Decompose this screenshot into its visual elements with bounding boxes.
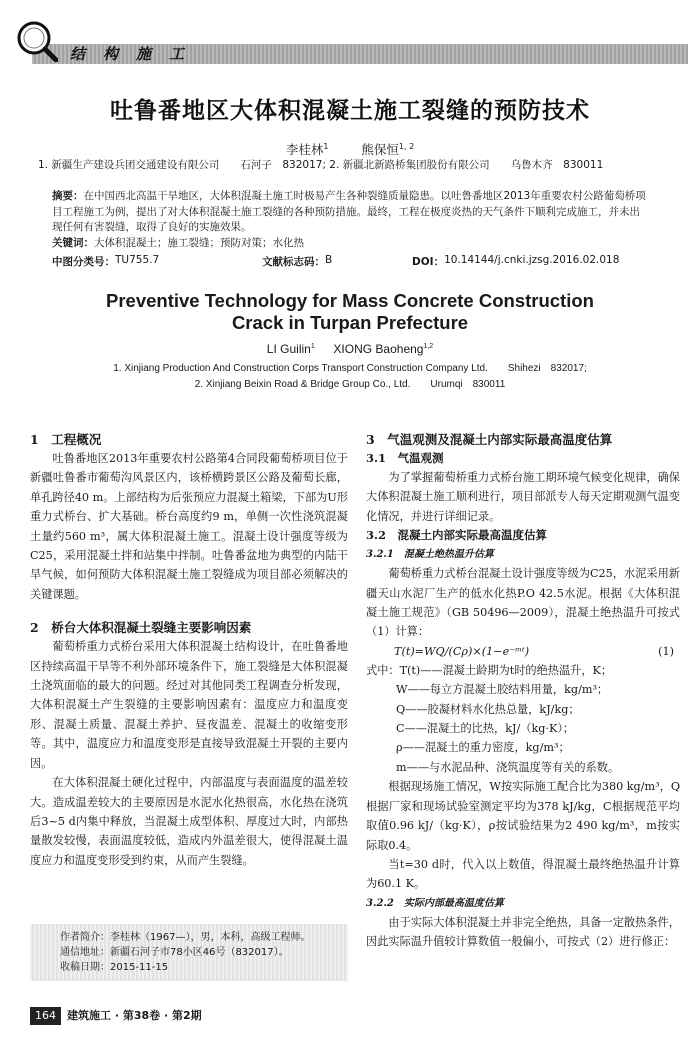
- affiliation-en-1: 1. Xinjiang Production And Construction Corps Transport Construction Company Ltd. Shihezi 832017;: [113, 363, 587, 374]
- left-column: [30, 430, 348, 870]
- definition-c: C——混凝土的比热，kJ/（kg·K）；: [396, 722, 575, 736]
- definition-rho: ρ——混凝土的重力密度，kg/m³；: [396, 741, 570, 755]
- section-2-paragraph-2: 在大体积混凝土硬化过程中，内部温度与表面温度的温差较大。造成温差较大的主要原因是水泥水化热很高，水化热在浇筑后3~5 d内集中释放，当混凝土成型体积、厚度过大时，内部热量散发较慢，表面温度较低，造成内外温差很大，使得混凝土温度应力和温度变形受到约束，从而产生裂缝。: [30, 776, 348, 867]
- correspondence-address: 通信地址：新疆石河子市78小区46号（832017）。: [60, 947, 289, 958]
- author-2-affiliation: 1, 2: [398, 141, 415, 151]
- affiliation-en-2: 2. Xinjiang Beixin Road & Bridge Group Co., Ltd. Urumqi 830011: [194, 379, 506, 390]
- clc-label: 中图分类号：: [52, 256, 115, 268]
- author-1-affiliation: 1: [323, 141, 329, 151]
- author-en-1-affiliation: 1: [310, 343, 315, 350]
- parameter-paragraph: 根据现场施工情况，W按实际施工配合比为380 kg/m³，Q根据厂家和现场试验室测定平均为378 kJ/kg，C根据规范平均取值0.96 kJ/（kg·K），ρ按试验结果为2 490 kg/m³，m按实际取0.4。: [366, 780, 680, 852]
- author-1: 李桂林: [285, 142, 324, 157]
- title-en-line-2: Crack in Turpan Prefecture: [231, 312, 469, 333]
- definition-w: W——每立方混凝土胶结料用量，kg/m³；: [396, 683, 609, 697]
- authors-cn: [0, 140, 700, 158]
- section-3-2-2-paragraph: 由于实际大体积混凝土并非完全绝热，具备一定散热条件，因此实际温升值较计算数值一般偏小，可按式（2）进行修正：: [366, 915, 680, 949]
- section-banner: [0, 12, 690, 68]
- section-3-heading: 3 气温观测及混凝土内部实际最高温度估算: [366, 432, 613, 447]
- definition-q: Q——胶凝材料水化热总量，kJ/kg；: [396, 702, 580, 716]
- title-en-line-1: Preventive Technology for Mass Concrete Construction: [106, 290, 594, 311]
- section-2-heading: 2 桥台大体积混凝土裂缝主要影响因素: [30, 620, 252, 636]
- abstract-cn: [52, 189, 646, 251]
- keywords: 大体积混凝土；施工裂缝；预防对策；水化热: [94, 236, 304, 249]
- equation-1-body: T(t)=WQ/(Cρ)×(1−e⁻ᵐᵗ): [394, 644, 530, 658]
- keywords-label: 关键词：: [52, 236, 94, 249]
- section-3-2-1-heading: 3.2.1 混凝土绝热温升估算: [366, 549, 494, 561]
- doi-label: DOI：: [412, 256, 445, 268]
- classification-row: [52, 254, 652, 270]
- section-3-1-paragraph: 为了掌握葡萄桥重力式桥台施工期环境气候变化规律，确保大体积混凝土施工顺利进行，项目部派专人每天定期观测气温变化情况，并进行详细记录。: [366, 471, 680, 523]
- journal-info: 建筑施工 · 第38卷 · 第2期: [67, 1009, 202, 1022]
- author-en-1: LI Guilin: [266, 342, 311, 356]
- section-label: 结构施工: [70, 45, 203, 63]
- equation-1-number: (1): [658, 644, 674, 658]
- paper-title-cn: 吐鲁番地区大体积混凝土施工裂缝的预防技术: [110, 98, 590, 124]
- result-paragraph: 当t=30 d时，代入以上数值，得混凝土最终绝热温升计算为60.1 K。: [366, 857, 680, 891]
- abstract-text: 在中国西北高温干旱地区，大体积混凝土施工时极易产生各种裂缝质量隐患。以吐鲁番地区2013年重要农村公路葡萄桥项目工程施工为例，提出了对大体积混凝土施工裂缝的各种预防措施。最终，工程在极度炎热的天气条件下顺利完成施工，并未出现任何有害裂缝，取得了良好的实施效果。: [52, 190, 646, 233]
- section-1-paragraph: 吐鲁番地区2013年重要农村公路第4合同段葡萄桥项目位于新疆吐鲁番市葡萄沟风景区内，该桥横跨景区公路及葡萄长廊，单孔跨径40 m。上部结构为后张预应力混凝土箱梁，下部为U形重力式桥台、扩大基础。桥台高度约9 m，单侧一次性浇筑混凝土量约560 m³，属大体积混凝土施工。混凝土设计强度等级为C25，采用混凝土拌和站集中拌制。吐鲁番盆地为典型的内陆干旱气候，如何预防大体积混凝土施工裂缝成为项目部必须解决的关键课题。: [30, 452, 348, 601]
- author-bio: 作者简介：李桂林（1967—），男，本科，高级工程师。: [60, 932, 311, 943]
- section-1-heading: 1 工程概况: [30, 432, 102, 447]
- doi-value: 10.14144/j.cnki.jzsg.2016.02.018: [444, 254, 620, 266]
- affiliations-en: [0, 361, 700, 393]
- magnifier-icon: [14, 18, 58, 62]
- author-en-2-affiliation: 1,2: [423, 343, 434, 350]
- received-date: 收稿日期：2015-11-15: [60, 962, 169, 973]
- equation-1: [366, 642, 680, 661]
- author-en-2: XIONG Baoheng: [333, 342, 424, 356]
- paper-title-en: [0, 290, 700, 334]
- page-number: 164: [30, 1007, 61, 1025]
- author-footnote: [30, 924, 348, 981]
- doccode-value: B: [325, 254, 333, 266]
- section-3-2-heading: 3.2 混凝土内部实际最高温度估算: [366, 528, 548, 543]
- definition-t: 式中：T(t)——混凝土龄期为t时的绝热温升，K；: [366, 663, 613, 677]
- authors-en: [0, 342, 700, 356]
- right-column: [366, 430, 680, 952]
- abstract-label: 摘要：: [52, 190, 84, 202]
- section-2-paragraph-1: 葡萄桥重力式桥台采用大体积混凝土结构设计，在吐鲁番地区持续高温干旱等不利外部环境条件下，施工裂缝是大体积混凝土浇筑面临的最大的问题。经过对其他同类工程调查分析发现，大体积混凝土产生裂缝的主要影响因素有：温度应力和温度变形、混凝土质量、混凝土养护、昼夜温差、混凝土的收缩变形等。其中，温度应力和温度变形是直接导致混凝土开裂的主要内因。: [30, 640, 348, 770]
- definition-m: m——与水泥品种、浇筑温度等有关的系数。: [396, 760, 620, 774]
- doccode-label: 文献标志码：: [262, 256, 325, 268]
- author-2: 熊保恒: [361, 142, 399, 157]
- section-3-1-heading: 3.1 气温观测: [366, 451, 444, 465]
- affiliations-cn: 1. 新疆生产建设兵团交通建设有限公司 石河子 832017; 2. 新疆北新路桥集团股份有限公司 乌鲁木齐 830011: [38, 159, 604, 171]
- section-3-2-1-paragraph: 葡萄桥重力式桥台混凝土设计强度等级为C25，水泥采用新疆天山水泥厂生产的低水化热P.O 42.5水泥。根据《大体积混凝土施工规范》（GB 50496—2009），混凝土绝热温升可按式（1）计算：: [366, 567, 680, 639]
- page-footer: [30, 1007, 202, 1025]
- clc-value: TU755.7: [115, 254, 160, 266]
- section-3-2-2-heading: 3.2.2 实际内部最高温度估算: [366, 897, 504, 909]
